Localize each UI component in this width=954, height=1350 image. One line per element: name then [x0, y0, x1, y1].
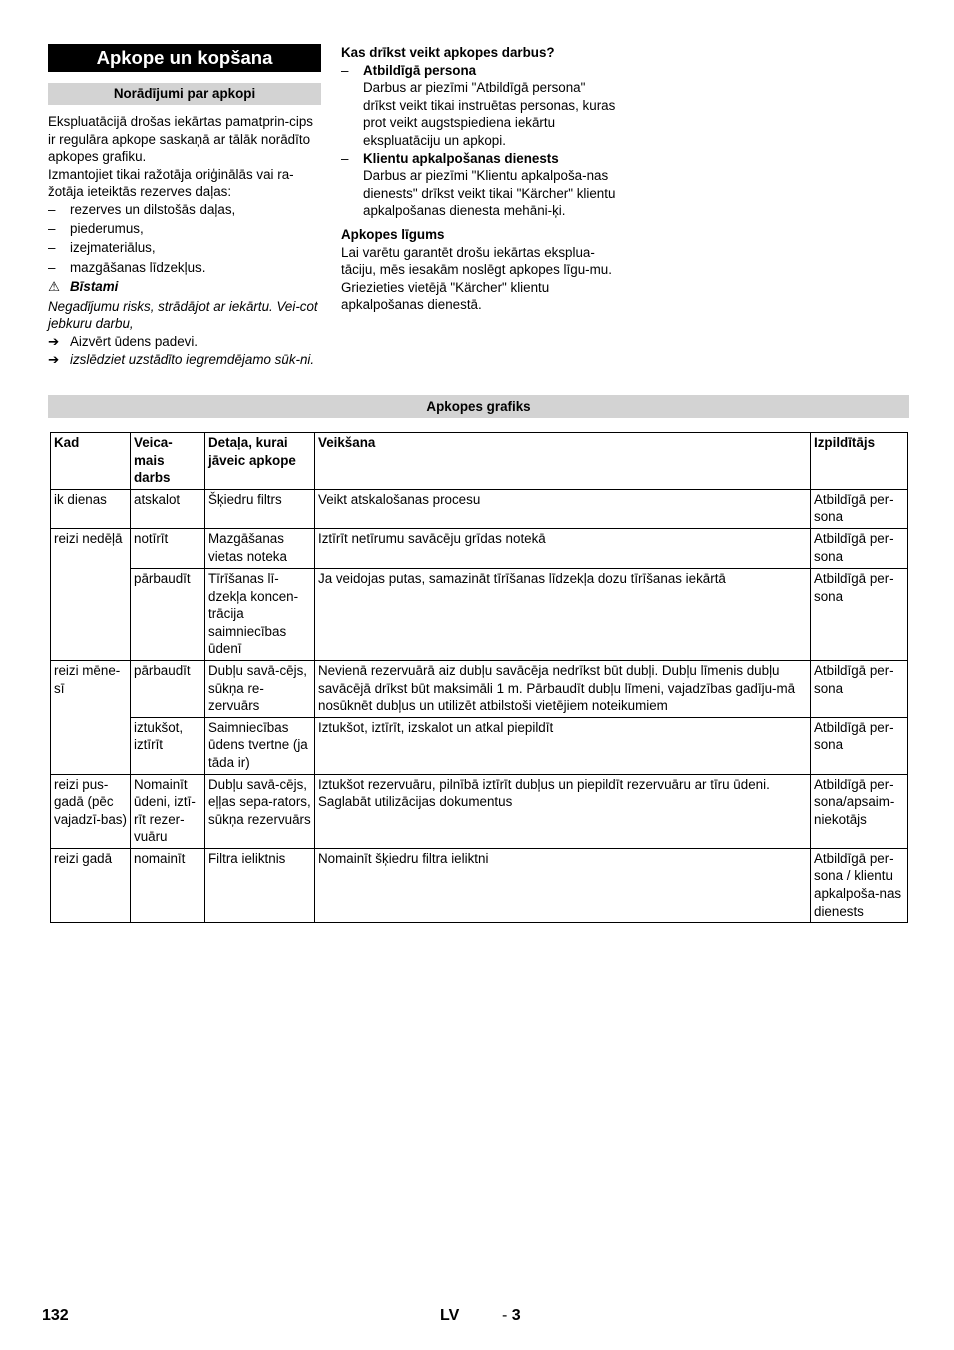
cell-action: Nomainīt šķiedru filtra ieliktni — [315, 848, 811, 922]
role-text: Darbus ar piezīmi "Atbildīgā persona" drīkst veikt tikai instruētas personas, kuras prot veikt augstspiediena iekārtu ekspluatāciju un apkopi. — [363, 80, 616, 148]
cell-task: iztukšot, iztīrīt — [131, 717, 205, 774]
cell-part: Tīrīšanas lī-dzekļa koncen-trācija saimniecības ūdenī — [205, 568, 315, 660]
arrow-right-icon: ➔ — [48, 333, 60, 349]
header-part: Detaļa, kurai jāveic apkope — [205, 433, 315, 490]
language-code: LV — [440, 1307, 460, 1324]
subsection-title: Norādījumi par apkopi — [48, 83, 321, 105]
cell-action: Veikt atskalošanas procesu — [315, 489, 811, 528]
cell-performer: Atbildīgā per-sona / klientu apkalpoša-nas dienests — [811, 848, 908, 922]
warning-text: Negadījumu risks, strādājot ar iekārtu. Vei-cot jebkuru darbu, — [48, 298, 318, 332]
table-header-row — [51, 433, 908, 490]
intro-paragraph-1: Ekspluatācijā drošas iekārtas pamatprin-cips ir regulāra apkope saskaņā ar tālāk norādīto apkopes grafiku. — [48, 114, 313, 165]
step-text: izslēdziet uzstādīto iegremdējamo sūk-ni. — [70, 351, 315, 367]
warning-label: Bīstami — [70, 279, 119, 295]
dash-bullet: – — [341, 150, 349, 166]
cell-task: notīrīt — [131, 528, 205, 568]
cell-when: reizi nedēļā — [51, 528, 131, 660]
schedule-title: Apkopes grafiks — [48, 395, 909, 418]
maintenance-table — [50, 432, 908, 923]
section-page — [502, 1307, 521, 1325]
role-text: Darbus ar piezīmi "Klientu apkalpoša-nas dienests" drīkst veikt tikai "Kärcher" klientu apkalpošanas dienesta mehāni-ķi. — [363, 168, 616, 219]
step-item — [48, 333, 321, 351]
contract-text: Lai varētu garantēt drošu iekārtas eksplua-tāciju, mēs iesakām noslēgt apkopes līgu-mu. Griezieties vietējā "Kärcher" klientu apkalpošanas dienestā. — [341, 244, 612, 313]
warning-heading — [48, 278, 321, 296]
list-item: – mazgāšanas līdzekļus. — [48, 259, 321, 277]
header-action: Veikšana — [315, 433, 811, 490]
contract-heading: Apkopes līgums — [341, 226, 445, 242]
arrow-right-icon: ➔ — [48, 351, 60, 367]
header-when: Kad — [51, 433, 131, 490]
section-page-number: 3 — [511, 1307, 521, 1324]
cell-performer: Atbildīgā per-sona — [811, 528, 908, 568]
table-row — [51, 774, 908, 848]
separator: - — [502, 1307, 508, 1324]
cell-task: pārbaudīt — [131, 568, 205, 660]
cell-task: pārbaudīt — [131, 660, 205, 717]
cell-when: reizi pus-gadā (pēc vajadzī-bas) — [51, 774, 131, 848]
cell-part: Filtra ieliktnis — [205, 848, 315, 922]
role-title: Klientu apkalpošanas dienests — [363, 150, 559, 166]
cell-action: Iztukšot rezervuāru, pilnībā iztīrīt dubļus un piepildīt rezervuāru ar tīru ūdeni. Saglabāt utilizācijas dokumentus — [315, 774, 811, 848]
cell-part: Šķiedru filtrs — [205, 489, 315, 528]
step-item — [48, 351, 321, 369]
role-responsible — [341, 62, 621, 150]
cell-task: atskalot — [131, 489, 205, 528]
cell-task: nomainīt — [131, 848, 205, 922]
list-item: – izejmateriālus, — [48, 239, 321, 257]
cell-performer: Atbildīgā per-sona — [811, 489, 908, 528]
cell-action: Nevienā rezervuārā aiz dubļu savācēja nedrīkst būt dubļi. Dubļu līmenis dubļu savācējā drīkst būt maksimāli 1 m. Pārbaudīt dubļu līmeni, vajadzības gadīju-mā nosūknēt dubļus un utilizēt atbilstoši vietējiem noteikumiem — [315, 660, 811, 717]
left-column — [48, 44, 321, 368]
table-row — [51, 717, 908, 774]
cell-performer: Atbildīgā per-sona — [811, 660, 908, 717]
table-row — [51, 848, 908, 922]
header-task: Veica-mais darbs — [131, 433, 205, 490]
step-text: Aizvērt ūdens padevi. — [70, 333, 199, 349]
section-title: Apkope un kopšana — [48, 44, 321, 72]
intro-paragraph-2: Izmantojiet tikai ražotāja oriģinālās vai ra-žotāja ieteiktās rezerves daļas: — [48, 166, 294, 200]
cell-performer: Atbildīgā per-sona — [811, 568, 908, 660]
cell-part: Saimniecības ūdens tvertne (ja tāda ir) — [205, 717, 315, 774]
cell-part: Dubļu savā-cējs, sūkņa re-zervuārs — [205, 660, 315, 717]
parts-list — [48, 201, 321, 276]
cell-action: Iztukšot, iztīrīt, izskalot un atkal piepildīt — [315, 717, 811, 774]
table-row — [51, 660, 908, 717]
header-performer: Izpildītājs — [811, 433, 908, 490]
list-item: – rezerves un dilstošās daļas, — [48, 201, 321, 219]
role-title: Atbildīgā persona — [363, 62, 477, 78]
role-service — [341, 150, 621, 220]
cell-task: Nomainīt ūdeni, iztī-rīt rezer-vuāru — [131, 774, 205, 848]
table-row — [51, 568, 908, 660]
cell-part: Dubļu savā-cējs, eļļas sepa-rators, sūkņa rezervuārs — [205, 774, 315, 848]
list-item: – piederumus, — [48, 220, 321, 238]
cell-when: ik dienas — [51, 489, 131, 528]
dash-bullet: – — [341, 62, 349, 78]
cell-part: Mazgāšanas vietas noteka — [205, 528, 315, 568]
cell-when: reizi mēne-sī — [51, 660, 131, 774]
table-row — [51, 489, 908, 528]
cell-action: Iztīrīt netīrumu savācēju grīdas notekā — [315, 528, 811, 568]
cell-performer: Atbildīgā per-sona/apsaim-niekotājs — [811, 774, 908, 848]
cell-performer: Atbildīgā per-sona — [811, 717, 908, 774]
cell-when: reizi gadā — [51, 848, 131, 922]
right-column — [341, 44, 621, 314]
page-number: 132 — [42, 1307, 69, 1324]
cell-action: Ja veidojas putas, samazināt tīrīšanas līdzekļa dozu tīrīšanas iekārtā — [315, 568, 811, 660]
table-row — [51, 528, 908, 568]
who-heading: Kas drīkst veikt apkopes darbus? — [341, 45, 555, 60]
warning-triangle-icon: ⚠ — [48, 279, 61, 295]
